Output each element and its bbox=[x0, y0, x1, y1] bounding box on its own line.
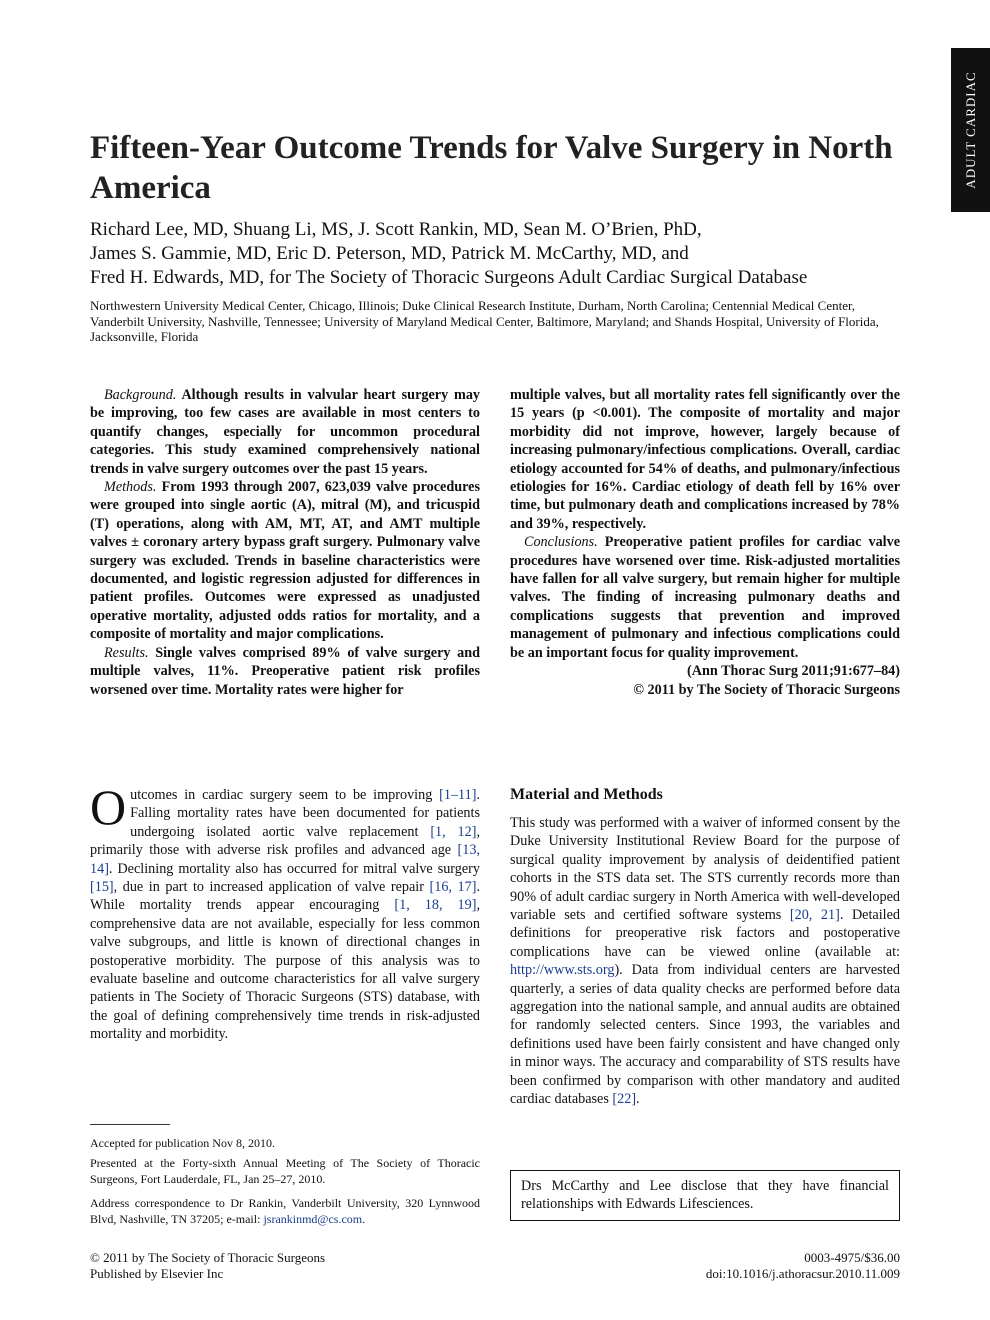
email-link[interactable]: jsrankinmd@cs.com bbox=[263, 1211, 363, 1226]
bottom-copyright: © 2011 by The Society of Thoracic Surgeons bbox=[90, 1250, 326, 1265]
affiliations: Northwestern University Medical Center, Chicago, Illinois; Duke Clinical Research Institute, Durham, North Carolina; Centennial Medical Center, Vanderbilt University, Nashville, Tennessee; University of Maryland Medical Center, Baltimore, Maryland; and Shands Hospital, University of Florida, Jacksonville, Florida bbox=[90, 298, 879, 344]
results-label: Results. bbox=[104, 644, 149, 661]
author-line-3: Fred H. Edwards, MD, for The Society of Thoracic Surgeons Adult Cardiac Surgical Database bbox=[90, 267, 808, 288]
disclosure-box: Drs McCarthy and Lee disclose that they have financial relationships with Edwards Lifesciences. bbox=[510, 1170, 900, 1221]
introduction-body bbox=[90, 779, 481, 1044]
conclusions-label: Conclusions. bbox=[524, 534, 598, 551]
methods-text: From 1993 through 2007, 623,039 valve procedures were grouped into single aortic (A), mitral (M), and tricuspid (T) operations, along with AM, MT, AT, and AMT multiple valves ± coronary artery bypass graft surgery. Pulmonary valve surgery was excluded. Trends in baseline characteristics were documented, and logistic regression adjusted for differences in patient profiles. Outcomes were expressed as unadjusted operative mortality, adjusted odds ratios for mortality, and a composite of mortality and major complications. bbox=[90, 479, 480, 643]
abstract-right-column bbox=[510, 386, 900, 699]
footnote-divider bbox=[90, 1124, 170, 1125]
abstract-background bbox=[90, 386, 480, 478]
address-end: . bbox=[362, 1211, 366, 1226]
footnote-address bbox=[90, 1196, 480, 1227]
abstract-results-continued: multiple valves, but all mortality rates fell significantly over the 15 years (p <0.001). The composite of mortality and major morbidity did not improve, however, largely because of increasing pulmonary/infectious complications. Overall, cardiac etiology accounted for 54% of deaths, and pulmonary/infectious etiologies for 16%. Cardiac etiology of death fell by 16% over time, but pulmonary death and complications increased by 78% and 39%, respectively. bbox=[510, 387, 900, 532]
background-text: Although results in valvular heart surgery may be improving, too few cases are available in most centers to quantify changes, especially for uncommon procedural categories. This study examined comprehensively national trends in valve surgery outcomes over the past 15 years. bbox=[90, 387, 481, 477]
abstract-conclusions bbox=[510, 533, 900, 662]
author-line-2: James S. Gammie, MD, Eric D. Peterson, MD, Patrick M. McCarthy, MD, and bbox=[90, 243, 689, 264]
background-label: Background. bbox=[104, 387, 177, 403]
methods-section-text: This study was performed with a waiver of informed consent by the Duke University Institutional Review Board for the purpose of surgical quality improvement by analysis of deidentified patient cohorts in the STS data set. The STS currently records more than 90% of adult cardiac surgery in North America with well-developed variable sets and certified software systems [20, 21]. Detailed definitions for preoperative risk factors and postoperative complications have can be viewed online (available at: http://www.sts.org). Data from individual centers are harvested quarterly, a series of data quality checks are performed before data aggregation into the national sample, and annual audits are obtained for randomly selected centers. Since 1993, the variables and definitions used have been fairly consistent and have changed only in minor ways. The accuracy and comparability of STS results have been confirmed by comparison with other mandatory and audited cardiac databases [22]. bbox=[510, 815, 900, 1108]
address-text: Address correspondence to Dr Rankin, Vanderbilt University, 320 Lynnwood Blvd, Nashville, TN 37205; e-mail: bbox=[90, 1196, 480, 1226]
bottom-left-info bbox=[90, 1250, 325, 1282]
doi: doi:10.1016/j.athoracsur.2010.11.009 bbox=[705, 1266, 900, 1281]
footnote-presented: Presented at the Forty-sixth Annual Meeting of The Society of Thoracic Surgeons, Fort Lauderdale, FL, Jan 25–27, 2010. bbox=[90, 1156, 480, 1186]
drop-cap: O bbox=[90, 779, 127, 835]
journal-citation: (Ann Thorac Surg 2011;91:677–84) bbox=[687, 663, 900, 680]
abstract-methods bbox=[90, 478, 480, 644]
abstract-results bbox=[90, 644, 480, 699]
section-tab bbox=[951, 48, 990, 212]
author-list bbox=[90, 218, 920, 290]
conclusions-text: Preoperative patient profiles for cardiac valve procedures have worsened over time. Risk-adjusted mortalities have fallen for all valve surgery, but remain higher for multiple valves. The finding of increasing pulmonary deaths and complications suggests that prevention and improved management of pulmonary and infectious complications could be an important focus for quality improvement. bbox=[510, 534, 900, 661]
bottom-publisher: Published by Elsevier Inc bbox=[90, 1266, 224, 1281]
methods-body bbox=[510, 814, 900, 1109]
author-line-1: Richard Lee, MD, Shuang Li, MS, J. Scott Rankin, MD, Sean M. O’Brien, PhD, bbox=[90, 219, 702, 240]
results-text: Single valves comprised 89% of valve surgery and multiple valves, 11%. Preoperative patient risk profiles worsened over time. Mortality rates were higher for bbox=[90, 644, 480, 698]
article-title: Fifteen-Year Outcome Trends for Valve Surgery in North America bbox=[90, 130, 893, 206]
methods-label: Methods. bbox=[104, 479, 157, 496]
section-heading-methods: Material and Methods bbox=[510, 786, 663, 803]
abstract-left-column bbox=[90, 386, 480, 699]
bottom-right-info bbox=[600, 1250, 900, 1282]
footnote-accepted: Accepted for publication Nov 8, 2010. bbox=[90, 1136, 275, 1150]
issn-price: 0003-4975/$36.00 bbox=[804, 1250, 900, 1265]
section-tab-label: ADULT CARDIAC bbox=[962, 71, 978, 189]
abstract-copyright: © 2011 by The Society of Thoracic Surgeons bbox=[633, 681, 900, 698]
introduction-text: utcomes in cardiac surgery seem to be improving [1–11]. Falling mortality rates have been documented for patients undergoing isolated aortic valve replacement [1, 12], primarily those with adverse risk profiles and advanced age [13, 14]. Declining mortality also has occurred for mitral valve surgery [15], due in part to increased application of valve repair [16, 17]. While mortality trends appear encouraging [1, 18, 19], comprehensive data are not available, especially for less common valve subgroups, and little is known of directional changes in postoperative morbidity. The purpose of this analysis was to evaluate baseline and outcome characteristics for all valve surgery patients in The Society of Thoracic Surgeons (STS) database, with the goal of defining comprehensively time trends in risk-adjusted mortality and morbidity. bbox=[90, 787, 481, 1043]
